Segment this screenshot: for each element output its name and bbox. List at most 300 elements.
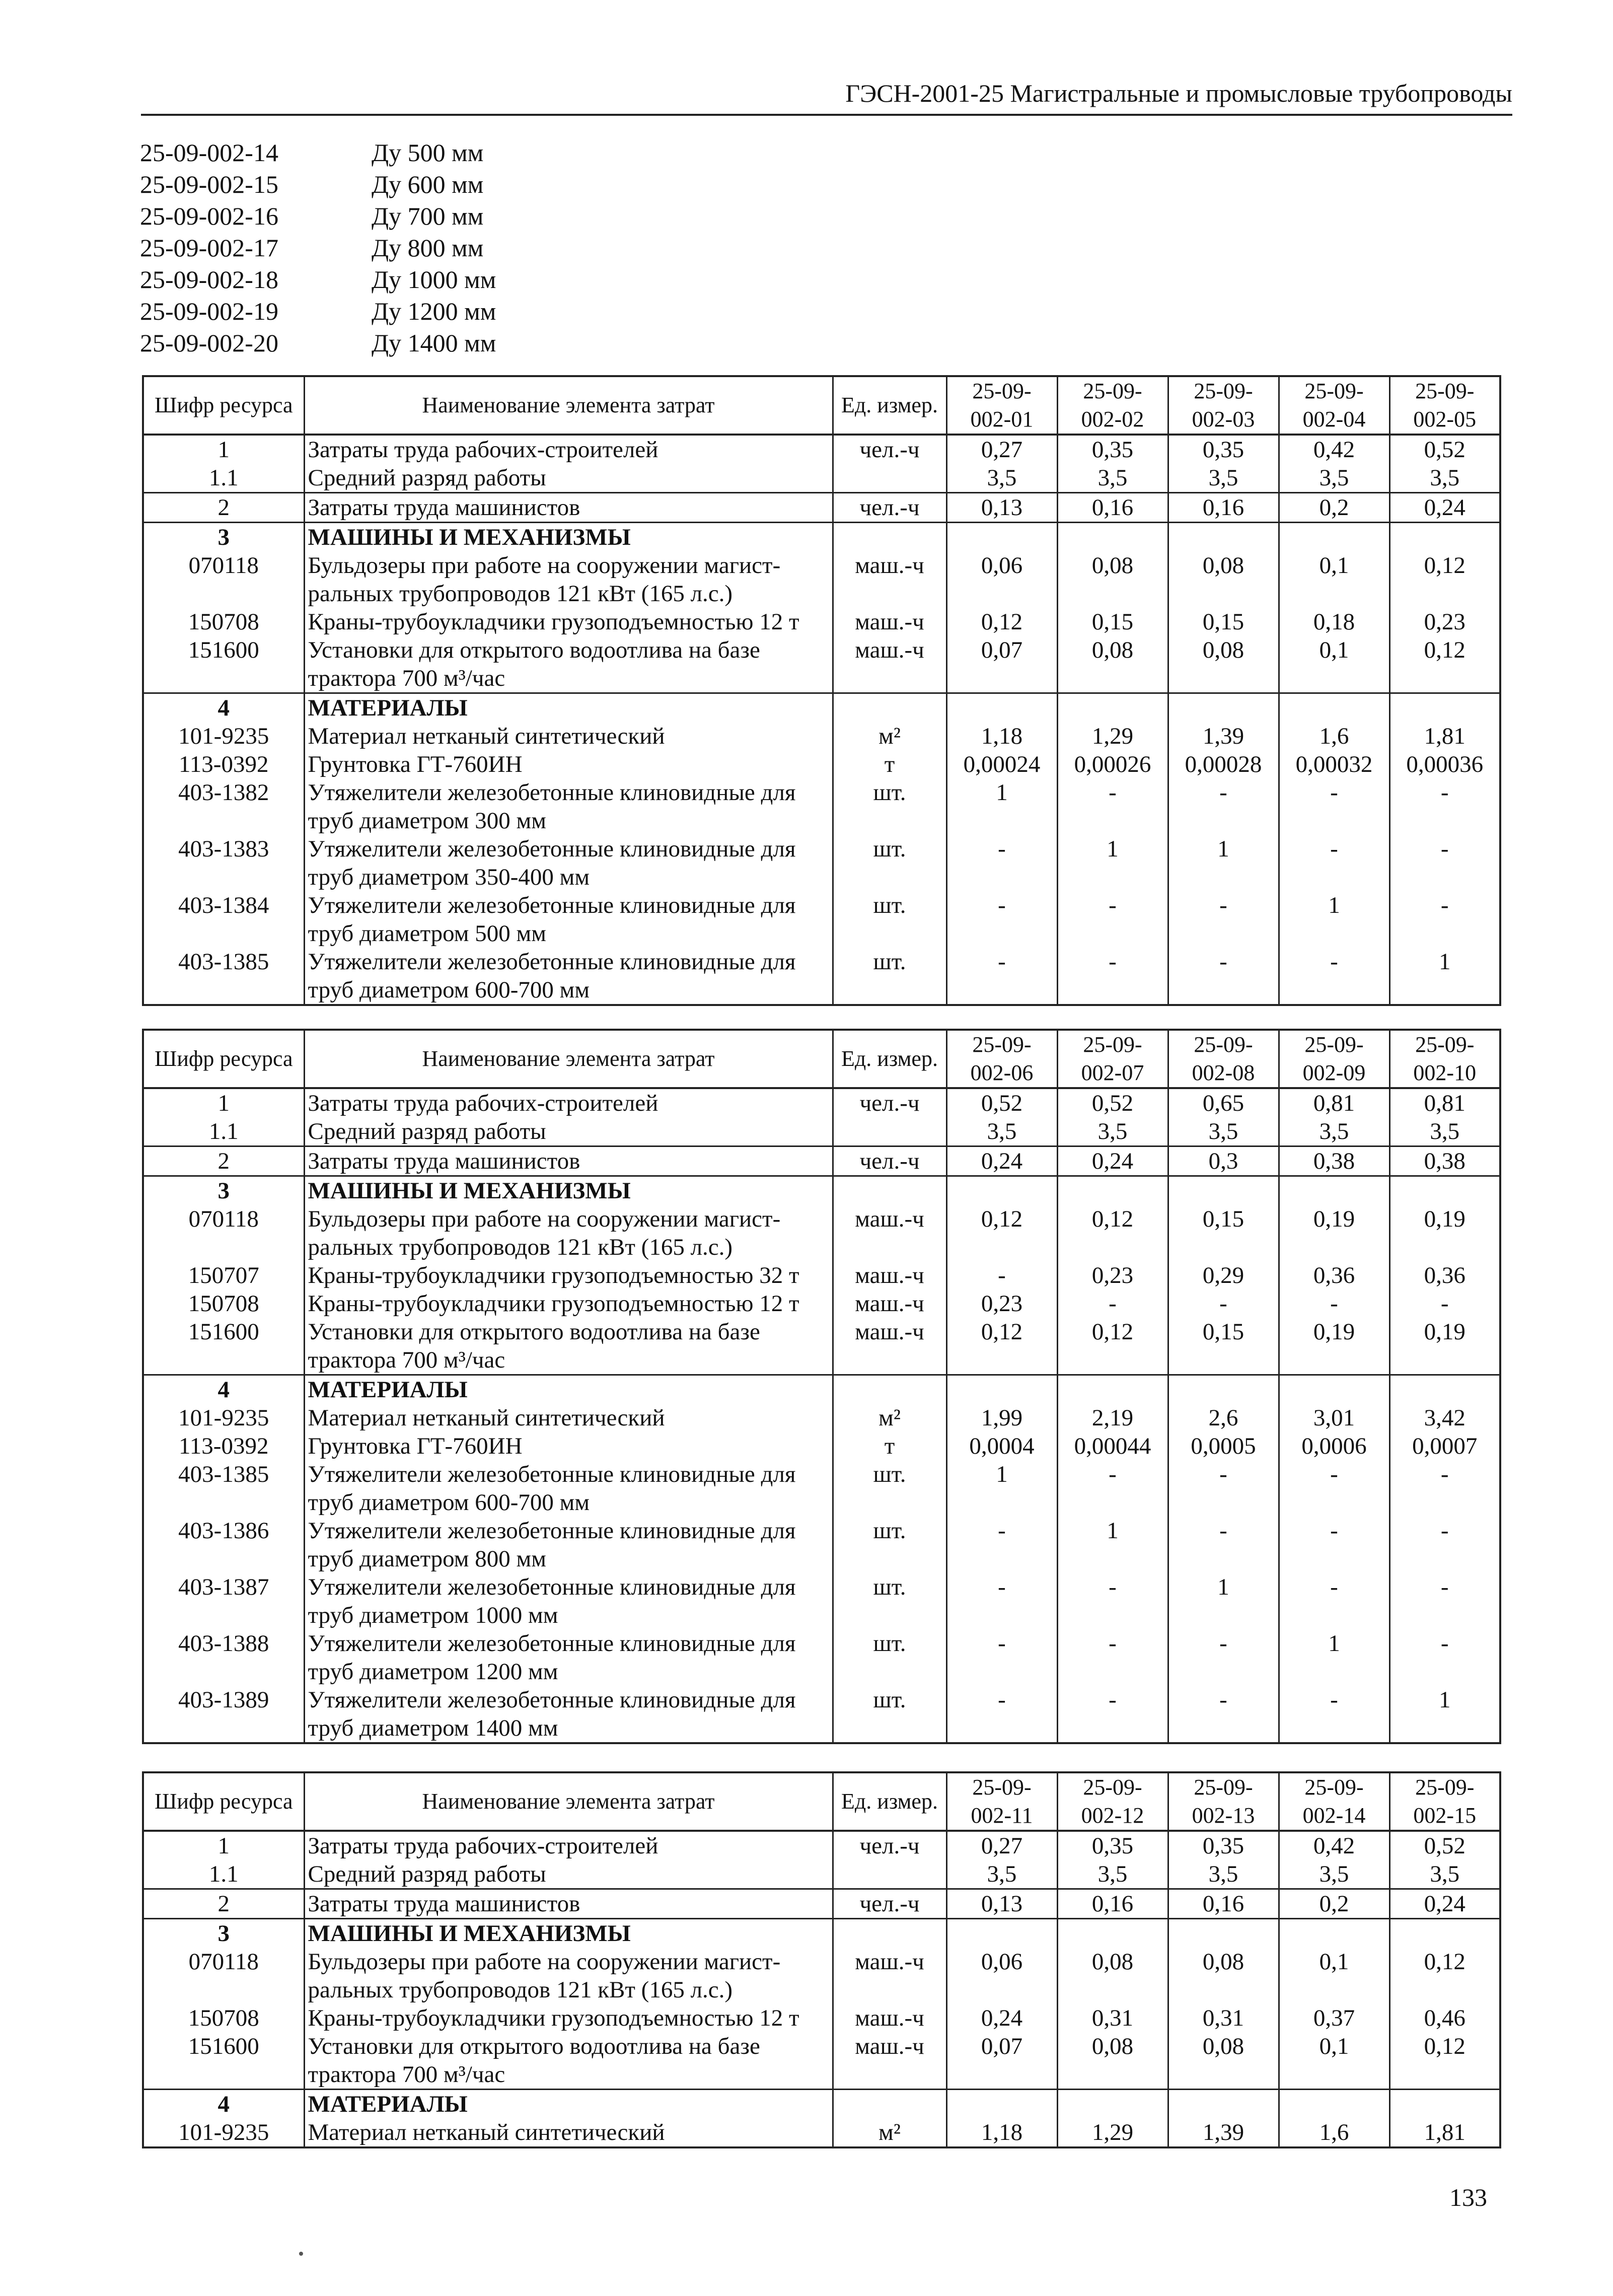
norm-value: 0,16 — [1168, 1889, 1279, 1919]
norm-value: - — [1057, 778, 1168, 835]
cost-element-name-line: Материал нетканый синтетический — [308, 1405, 665, 1431]
resource-code: 3 — [143, 1919, 304, 1948]
cost-element-name — [304, 636, 833, 693]
header-column-code — [1057, 1030, 1168, 1088]
resource-code: 2 — [143, 493, 304, 523]
resource-code: 4 — [143, 2090, 304, 2119]
cost-element-name-line: труб диаметром 1200 мм — [308, 1659, 558, 1685]
resource-code: 150707 — [143, 1261, 304, 1289]
norm-value: 1,29 — [1057, 2118, 1168, 2147]
header-column-code-line: 25-09- — [1304, 1775, 1364, 1800]
cost-element-name-line: Утяжелители железобетонные клиновидные для — [308, 1687, 796, 1713]
table-row — [143, 1404, 1500, 1432]
header-column-code — [1279, 376, 1389, 435]
header-column-code — [946, 376, 1057, 435]
unit-of-measure: маш.-ч — [833, 1289, 946, 1318]
norm-value: 3,5 — [1168, 464, 1279, 493]
table-row — [143, 1117, 1500, 1146]
table-row — [143, 2090, 1500, 2119]
cost-element-name-line: МАТЕРИАЛЫ — [308, 2091, 468, 2117]
norm-value: - — [1168, 1686, 1279, 1743]
resource-code: 1 — [143, 1831, 304, 1860]
table-row — [143, 1146, 1500, 1176]
norm-value — [1279, 1375, 1389, 1404]
header-name: Наименование элемента затрат — [304, 1030, 833, 1088]
header-unit: Ед. измер. — [833, 1030, 946, 1088]
cost-element-name — [304, 1146, 833, 1176]
norm-value: 0,24 — [1389, 493, 1500, 523]
norm-value: 1,18 — [946, 722, 1057, 750]
table-row — [143, 1948, 1500, 2004]
norm-value — [1168, 523, 1279, 552]
cost-element-name-line: трактора 700 м³/час — [308, 2061, 505, 2088]
code-list-code: 25-09-002-16 — [140, 202, 278, 230]
header-column-code — [946, 1030, 1057, 1088]
cost-element-name-line: Краны-трубоукладчики грузоподъемностью 12 т — [308, 1290, 799, 1317]
norm-value: 3,01 — [1279, 1404, 1389, 1432]
norm-value: 3,5 — [1389, 464, 1500, 493]
norm-value: 0,12 — [1389, 551, 1500, 608]
cost-element-name — [304, 608, 833, 636]
norm-value: 0,08 — [1168, 636, 1279, 693]
header-column-code-line: 002-04 — [1302, 407, 1366, 432]
header-column-code-line: 002-15 — [1413, 1803, 1477, 1828]
unit-of-measure: маш.-ч — [833, 2032, 946, 2090]
resource-code: 150708 — [143, 608, 304, 636]
resource-code: 151600 — [143, 1318, 304, 1375]
header-column-code-line: 25-09- — [1304, 379, 1364, 403]
norm-value — [946, 693, 1057, 723]
header-name: Наименование элемента затрат — [304, 376, 833, 435]
norm-value: 3,5 — [1057, 1860, 1168, 1889]
norm-value: 0,00044 — [1057, 1432, 1168, 1460]
cost-element-name — [304, 1117, 833, 1146]
cost-element-name — [304, 1573, 833, 1629]
table-row — [143, 636, 1500, 693]
resource-code: 070118 — [143, 551, 304, 608]
code-list-desc: Ду 700 мм — [372, 202, 484, 230]
norm-value — [1168, 1919, 1279, 1948]
resource-code: 151600 — [143, 636, 304, 693]
header-name: Наименование элемента затрат — [304, 1772, 833, 1831]
norm-value: 0,24 — [946, 1146, 1057, 1176]
header-column-code-line: 002-06 — [970, 1060, 1034, 1085]
norm-value: 0,00028 — [1168, 750, 1279, 778]
norm-value: 0,24 — [946, 2004, 1057, 2032]
code-list-item — [140, 327, 496, 359]
norm-value: 0,12 — [1057, 1318, 1168, 1375]
table-row — [143, 1889, 1500, 1919]
cost-element-name-line: Грунтовка ГТ-760ИН — [308, 751, 523, 777]
norm-value: 0,00024 — [946, 750, 1057, 778]
cost-element-name-line: труб диаметром 600-700 мм — [308, 1489, 590, 1516]
norm-value: 0,38 — [1389, 1146, 1500, 1176]
cost-element-name — [304, 1831, 833, 1860]
norm-value: 0,36 — [1389, 1261, 1500, 1289]
norm-value: - — [1279, 1460, 1389, 1517]
norm-value: 3,5 — [1057, 464, 1168, 493]
table-row — [143, 2118, 1500, 2147]
cost-element-name — [304, 2090, 833, 2119]
resource-code: 070118 — [143, 1205, 304, 1261]
table-row — [143, 1686, 1500, 1743]
norm-value: 0,3 — [1168, 1146, 1279, 1176]
cost-element-name-line: МАШИНЫ И МЕХАНИЗМЫ — [308, 1178, 631, 1204]
norm-value: 0,65 — [1168, 1088, 1279, 1117]
header-column-code-line: 002-03 — [1192, 407, 1255, 432]
cost-element-name-line: Материал нетканый синтетический — [308, 2119, 665, 2145]
cost-element-name — [304, 464, 833, 493]
norm-value: 0,08 — [1057, 636, 1168, 693]
norm-value: - — [1057, 1629, 1168, 1686]
resource-code: 403-1389 — [143, 1686, 304, 1743]
cost-element-name-line: Утяжелители железобетонные клиновидные для — [308, 892, 796, 918]
cost-element-name-line: Материал нетканый синтетический — [308, 723, 665, 749]
table-row — [143, 778, 1500, 835]
cost-element-name — [304, 835, 833, 891]
cost-element-name — [304, 1432, 833, 1460]
norm-value: 0,24 — [1389, 1889, 1500, 1919]
cost-element-name-line: Утяжелители железобетонные клиновидные для — [308, 1461, 796, 1487]
norm-value — [1057, 2090, 1168, 2119]
norm-value: 0,38 — [1279, 1146, 1389, 1176]
norm-value: 0,52 — [946, 1088, 1057, 1117]
header-column-code-line: 002-09 — [1302, 1060, 1366, 1085]
norm-value: - — [1057, 1686, 1168, 1743]
code-list-item — [140, 137, 496, 169]
norm-value: 0,0007 — [1389, 1432, 1500, 1460]
unit-of-measure: м² — [833, 1404, 946, 1432]
unit-of-measure: м² — [833, 2118, 946, 2147]
norm-value: - — [1168, 1289, 1279, 1318]
norm-value: - — [1168, 891, 1279, 948]
table-row — [143, 1831, 1500, 1860]
norm-value — [1168, 1176, 1279, 1205]
header-column-code-line: 25-09- — [972, 379, 1032, 403]
unit-of-measure — [833, 1860, 946, 1889]
header-column-code-line: 002-11 — [971, 1803, 1033, 1828]
cost-element-name — [304, 435, 833, 464]
header-unit: Ед. измер. — [833, 376, 946, 435]
unit-of-measure: маш.-ч — [833, 2004, 946, 2032]
header-unit: Ед. измер. — [833, 1772, 946, 1831]
header-code: Шифр ресурса — [143, 1030, 304, 1088]
cost-element-name — [304, 523, 833, 552]
norm-value: - — [1168, 1629, 1279, 1686]
norm-value: 3,5 — [946, 1860, 1057, 1889]
norm-value: 3,5 — [1389, 1117, 1500, 1146]
header-column-code — [1389, 1030, 1500, 1088]
resource-code: 113-0392 — [143, 750, 304, 778]
norm-value: 1,39 — [1168, 722, 1279, 750]
header-column-code-line: 25-09- — [1415, 1775, 1475, 1800]
norm-value: 3,5 — [946, 1117, 1057, 1146]
norm-value — [1279, 1176, 1389, 1205]
norm-value — [946, 1176, 1057, 1205]
header-column-code-line: 25-09- — [1415, 1032, 1475, 1057]
norm-value — [1279, 2090, 1389, 2119]
norm-value: - — [1168, 778, 1279, 835]
unit-of-measure: чел.-ч — [833, 1146, 946, 1176]
unit-of-measure — [833, 1176, 946, 1205]
cost-element-name-line: Бульдозеры при работе на сооружении магист- — [308, 552, 781, 579]
norm-value: 1 — [1389, 1686, 1500, 1743]
norm-value: - — [1168, 1460, 1279, 1517]
norm-value: 0,06 — [946, 551, 1057, 608]
resource-code: 1.1 — [143, 1117, 304, 1146]
resource-code: 403-1382 — [143, 778, 304, 835]
norm-value: - — [1057, 891, 1168, 948]
table-header-row — [143, 1772, 1500, 1831]
cost-element-name-line: МАТЕРИАЛЫ — [308, 1377, 468, 1403]
table-row — [143, 464, 1500, 493]
table-row — [143, 523, 1500, 552]
code-list — [140, 137, 496, 359]
norm-value: - — [1279, 778, 1389, 835]
code-list-code: 25-09-002-19 — [140, 297, 278, 325]
norm-value: 1 — [946, 1460, 1057, 1517]
cost-element-name-line: трактора 700 м³/час — [308, 665, 505, 691]
norm-value: 0,13 — [946, 493, 1057, 523]
resource-code: 150708 — [143, 1289, 304, 1318]
code-list-desc: Ду 600 мм — [372, 170, 484, 198]
unit-of-measure: шт. — [833, 891, 946, 948]
norm-value: 0,31 — [1057, 2004, 1168, 2032]
unit-of-measure — [833, 2090, 946, 2119]
norm-value: 0,00032 — [1279, 750, 1389, 778]
unit-of-measure: шт. — [833, 1517, 946, 1573]
cost-element-name-line: Затраты труда машинистов — [308, 1148, 580, 1174]
code-list-code: 25-09-002-14 — [140, 138, 278, 167]
header-code: Шифр ресурса — [143, 376, 304, 435]
table-row — [143, 1517, 1500, 1573]
norm-value: 0,35 — [1168, 1831, 1279, 1860]
resource-code: 403-1388 — [143, 1629, 304, 1686]
cost-element-name-line: труб диаметром 1400 мм — [308, 1715, 558, 1741]
norm-value: 0,0004 — [946, 1432, 1057, 1460]
code-list-item — [140, 264, 496, 296]
resource-code: 1 — [143, 435, 304, 464]
cost-element-name-line: Средний разряд работы — [308, 1861, 546, 1887]
code-list-code: 25-09-002-20 — [140, 329, 278, 357]
unit-of-measure — [833, 464, 946, 493]
norm-value: 0,00026 — [1057, 750, 1168, 778]
cost-element-name-line: труб диаметром 500 мм — [308, 920, 547, 947]
norm-value — [946, 1375, 1057, 1404]
cost-element-name — [304, 1860, 833, 1889]
resource-code: 151600 — [143, 2032, 304, 2090]
unit-of-measure: чел.-ч — [833, 1889, 946, 1919]
norm-value: 0,08 — [1057, 551, 1168, 608]
cost-element-name — [304, 1375, 833, 1404]
cost-element-name-line: трактора 700 м³/час — [308, 1347, 505, 1373]
cost-element-name-line: труб диаметром 1000 мм — [308, 1602, 558, 1628]
resource-code: 150708 — [143, 2004, 304, 2032]
resource-code: 101-9235 — [143, 2118, 304, 2147]
unit-of-measure — [833, 693, 946, 723]
page-number: 133 — [1449, 2183, 1487, 2211]
norm-value: 0,27 — [946, 1831, 1057, 1860]
cost-element-name-line: труб диаметром 350-400 мм — [308, 864, 590, 890]
norm-value: 0,2 — [1279, 1889, 1389, 1919]
resource-table-2 — [142, 1029, 1501, 1744]
cost-element-name-line: МАШИНЫ И МЕХАНИЗМЫ — [308, 524, 631, 550]
unit-of-measure: шт. — [833, 948, 946, 1005]
table-row — [143, 1088, 1500, 1117]
unit-of-measure — [833, 1375, 946, 1404]
running-header: ГЭСН-2001-25 Магистральные и промысловые трубопроводы — [141, 76, 1512, 116]
norm-value: 2,6 — [1168, 1404, 1279, 1432]
header-column-code — [1057, 1772, 1168, 1831]
code-list-code: 25-09-002-18 — [140, 265, 278, 294]
unit-of-measure: маш.-ч — [833, 1261, 946, 1289]
norm-value: - — [946, 1573, 1057, 1629]
norm-value: 0,15 — [1168, 608, 1279, 636]
norm-value — [1279, 523, 1389, 552]
unit-of-measure: шт. — [833, 1573, 946, 1629]
table-row — [143, 1919, 1500, 1948]
norm-value: 0,00036 — [1389, 750, 1500, 778]
norm-value: - — [1279, 948, 1389, 1005]
norm-value: 3,5 — [1057, 1117, 1168, 1146]
cost-element-name-line: Установки для открытого водоотлива на базе — [308, 1319, 760, 1345]
cost-element-name — [304, 1205, 833, 1261]
norm-value: 1 — [1279, 891, 1389, 948]
cost-element-name-line: ральных трубопроводов 121 кВт (165 л.с.) — [308, 1234, 733, 1260]
norm-value: 0,35 — [1168, 435, 1279, 464]
norm-value: 0,08 — [1057, 2032, 1168, 2090]
norm-value — [1057, 693, 1168, 723]
unit-of-measure: маш.-ч — [833, 1205, 946, 1261]
unit-of-measure: маш.-ч — [833, 1318, 946, 1375]
norm-value: 0,19 — [1389, 1318, 1500, 1375]
norm-value: - — [946, 891, 1057, 948]
cost-element-name — [304, 948, 833, 1005]
norm-value: 0,42 — [1279, 435, 1389, 464]
cost-element-name — [304, 891, 833, 948]
unit-of-measure: чел.-ч — [833, 493, 946, 523]
header-column-code — [1168, 376, 1279, 435]
norm-value: 3,5 — [1389, 1860, 1500, 1889]
table-row — [143, 2004, 1500, 2032]
norm-value: - — [1279, 1573, 1389, 1629]
table-header-row — [143, 1030, 1500, 1088]
resource-code: 403-1386 — [143, 1517, 304, 1573]
norm-value: 0,12 — [946, 608, 1057, 636]
table-row — [143, 693, 1500, 723]
header-code: Шифр ресурса — [143, 1772, 304, 1831]
norm-value: 0,1 — [1279, 551, 1389, 608]
norm-value: 1,81 — [1389, 2118, 1500, 2147]
norm-value: - — [946, 835, 1057, 891]
norm-value: 1,6 — [1279, 2118, 1389, 2147]
cost-element-name — [304, 1889, 833, 1919]
resource-code: 403-1387 — [143, 1573, 304, 1629]
norm-value — [1389, 1375, 1500, 1404]
norm-value: - — [946, 1629, 1057, 1686]
table-row — [143, 2032, 1500, 2090]
table-row — [143, 891, 1500, 948]
norm-value: 1 — [1389, 948, 1500, 1005]
cost-element-name-line: Утяжелители железобетонные клиновидные для — [308, 1574, 796, 1600]
table-row — [143, 1375, 1500, 1404]
norm-value: 3,5 — [1279, 1117, 1389, 1146]
norm-value: 0,19 — [1279, 1318, 1389, 1375]
header-column-code — [1279, 1772, 1389, 1831]
norm-value: - — [946, 948, 1057, 1005]
resource-code: 101-9235 — [143, 1404, 304, 1432]
header-column-code-line: 25-09- — [1415, 379, 1475, 403]
norm-value: 0,23 — [1389, 608, 1500, 636]
cost-element-name-line: МАШИНЫ И МЕХАНИЗМЫ — [308, 1920, 631, 1947]
norm-value: 1,6 — [1279, 722, 1389, 750]
norm-value: - — [1389, 835, 1500, 891]
header-column-code — [1389, 1772, 1500, 1831]
cost-element-name-line: Затраты труда рабочих-строителей — [308, 1090, 658, 1116]
cost-element-name — [304, 1088, 833, 1117]
table-row — [143, 1205, 1500, 1261]
norm-value: 1 — [1057, 1517, 1168, 1573]
unit-of-measure: т — [833, 1432, 946, 1460]
norm-value — [1389, 693, 1500, 723]
header-column-code-line: 25-09- — [972, 1032, 1032, 1057]
norm-value: 3,5 — [1168, 1117, 1279, 1146]
norm-value: 0,24 — [1057, 1146, 1168, 1176]
norm-value: 0,18 — [1279, 608, 1389, 636]
norm-value — [946, 523, 1057, 552]
cost-element-name-line: труб диаметром 300 мм — [308, 808, 547, 834]
code-list-desc: Ду 800 мм — [372, 234, 484, 262]
unit-of-measure — [833, 523, 946, 552]
norm-value: 0,2 — [1279, 493, 1389, 523]
table-row — [143, 493, 1500, 523]
header-column-code-line: 25-09- — [1194, 379, 1253, 403]
norm-value: 0,16 — [1168, 493, 1279, 523]
header-column-code-line: 002-02 — [1081, 407, 1144, 432]
unit-of-measure: шт. — [833, 835, 946, 891]
resource-code: 403-1384 — [143, 891, 304, 948]
table-row — [143, 1573, 1500, 1629]
cost-element-name-line: Затраты труда машинистов — [308, 1891, 580, 1917]
header-column-code — [1279, 1030, 1389, 1088]
resource-code: 3 — [143, 523, 304, 552]
norm-value: - — [1389, 778, 1500, 835]
norm-value: - — [1168, 948, 1279, 1005]
norm-value: 0,29 — [1168, 1261, 1279, 1289]
scan-speck — [299, 2252, 303, 2256]
norm-value: 0,81 — [1389, 1088, 1500, 1117]
cost-element-name-line: МАТЕРИАЛЫ — [308, 695, 468, 721]
cost-element-name-line: Краны-трубоукладчики грузоподъемностью 12 т — [308, 609, 799, 635]
header-column-code-line: 25-09- — [1304, 1032, 1364, 1057]
header-column-code-line: 25-09- — [972, 1775, 1032, 1800]
unit-of-measure: маш.-ч — [833, 608, 946, 636]
norm-value: 1 — [1279, 1629, 1389, 1686]
resource-code: 070118 — [143, 1948, 304, 2004]
cost-element-name-line: Затраты труда рабочих-строителей — [308, 437, 658, 463]
norm-value: 0,15 — [1057, 608, 1168, 636]
table-row — [143, 1629, 1500, 1686]
norm-value: 3,5 — [1168, 1860, 1279, 1889]
unit-of-measure: шт. — [833, 1629, 946, 1686]
norm-value: 1,18 — [946, 2118, 1057, 2147]
norm-value: 0,23 — [1057, 1261, 1168, 1289]
norm-value: - — [1279, 1517, 1389, 1573]
table-row — [143, 750, 1500, 778]
norm-value: - — [1389, 1289, 1500, 1318]
norm-value: - — [946, 1686, 1057, 1743]
norm-value: 0,37 — [1279, 2004, 1389, 2032]
